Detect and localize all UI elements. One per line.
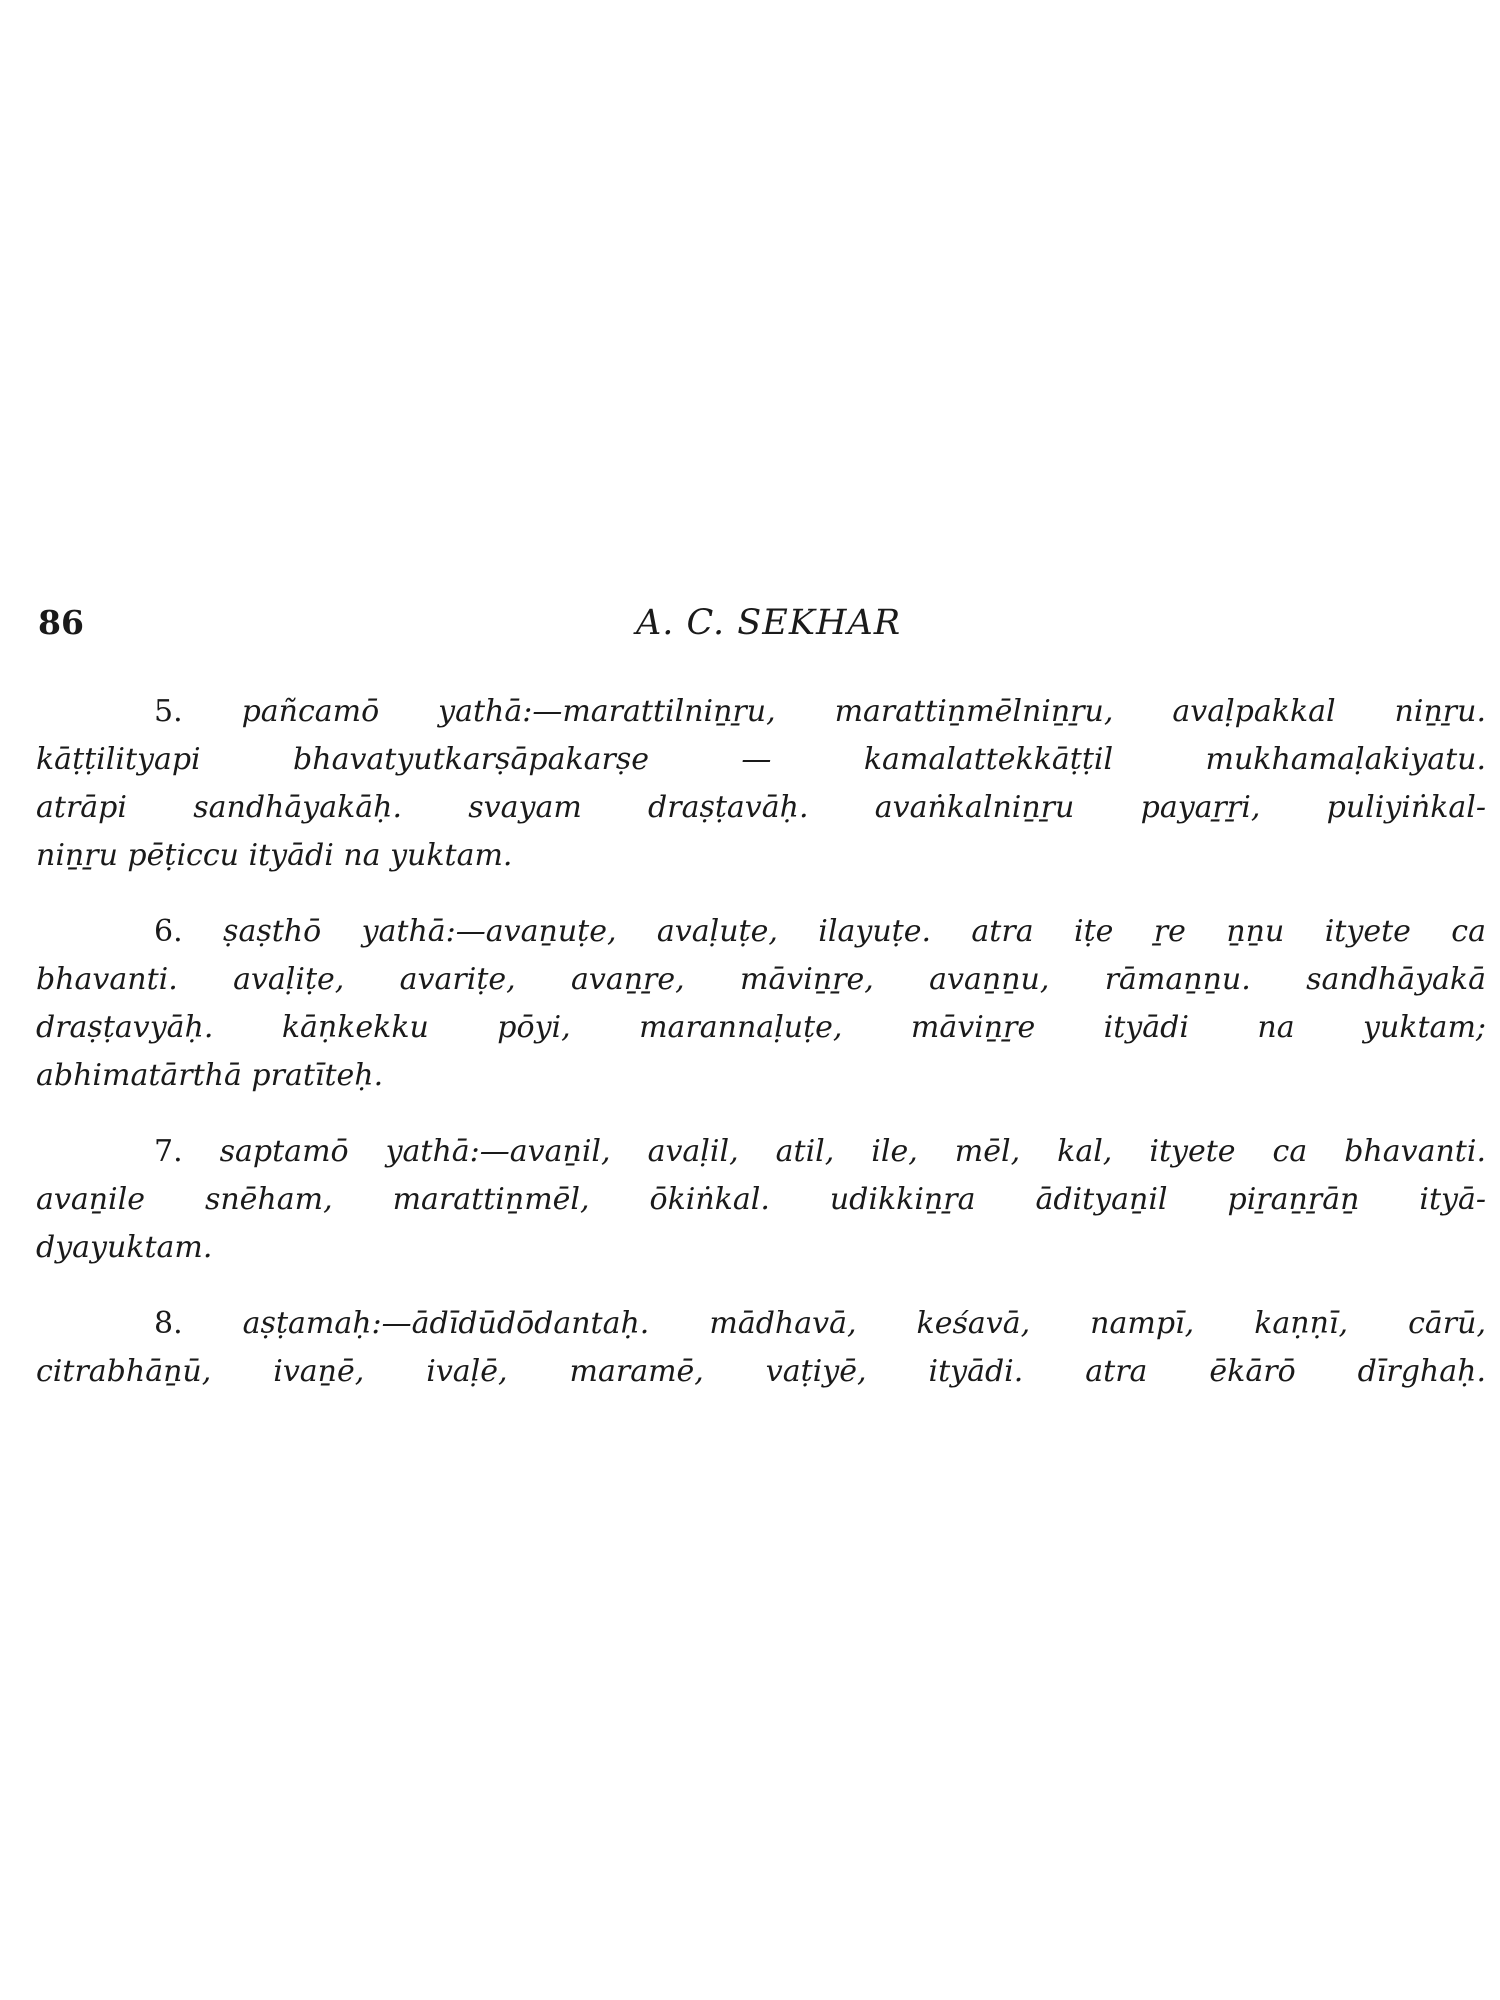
paragraph-number: 8. [154, 1306, 183, 1341]
paragraph-8 [36, 1300, 1486, 1396]
page-header [38, 603, 1478, 653]
page-number: 86 [38, 603, 84, 642]
paragraph-line: dyayuktam. [36, 1230, 213, 1265]
paragraph-number: 7. [154, 1134, 183, 1169]
paragraph-line: 5. pañcamō yathā:—marattilniṉṟu, marattiṉmēlniṉṟu, avaḷpakkal niṉṟu. [154, 694, 1486, 729]
paragraph-line: kāṭṭilityapi bhavatyutkarṣāpakarṣe — kamalattekkāṭṭil mukhamaḷakiyatu. [36, 742, 1486, 777]
paragraph-line: 6. ṣaṣthō yathā:—avaṉuṭe, avaḷuṭe, ilayuṭe. atra iṭe ṟe ṉṉu ityete ca [154, 914, 1486, 949]
paragraph-number: 6. [154, 914, 183, 949]
paragraph-line: 7. saptamō yathā:—avaṉil, avaḷil, atil, ile, mēl, kal, ityete ca bhavanti. [154, 1134, 1486, 1169]
paragraph-line: avaṉile snēham, marattiṉmēl, ōkiṅkal. udikkiṉṟa ādityaṉil piṟaṉṟāṉ ityā- [36, 1182, 1486, 1217]
paragraph-7 [36, 1128, 1486, 1272]
paragraph-line: draṣṭavyāḥ. kāṇkekku pōyi, marannaḷuṭe, māviṉṟe ityādi na yuktam; [36, 1010, 1486, 1045]
paragraph-line: niṉṟu pēṭiccu ityādi na yuktam. [36, 838, 513, 873]
paragraph-line: 8. aṣṭamaḥ:—ādīdūdōdantaḥ. mādhavā, keśavā, nampī, kaṇṇī, cārū, [154, 1306, 1486, 1341]
paragraph-number: 5. [154, 694, 183, 729]
running-head: A. C. SEKHAR [636, 603, 902, 643]
paragraph-6 [36, 908, 1486, 1100]
body-text [36, 688, 1486, 1424]
paragraph-line: abhimatārthā pratīteḥ. [36, 1058, 384, 1093]
paragraph-line: bhavanti. avaḷiṭe, avariṭe, avaṉṟe, māviṉṟe, avaṉṉu, rāmaṉṉu. sandhāyakā [36, 962, 1486, 997]
paragraph-line: atrāpi sandhāyakāḥ. svayam draṣṭavāḥ. avaṅkalniṉṟu payaṟṟi, puliyiṅkal- [36, 790, 1486, 825]
paragraph-5 [36, 688, 1486, 880]
paragraph-line: citrabhāṉū, ivaṉē, ivaḷē, maramē, vaṭiyē, ityādi. atra ēkārō dīrghaḥ. [36, 1354, 1486, 1389]
